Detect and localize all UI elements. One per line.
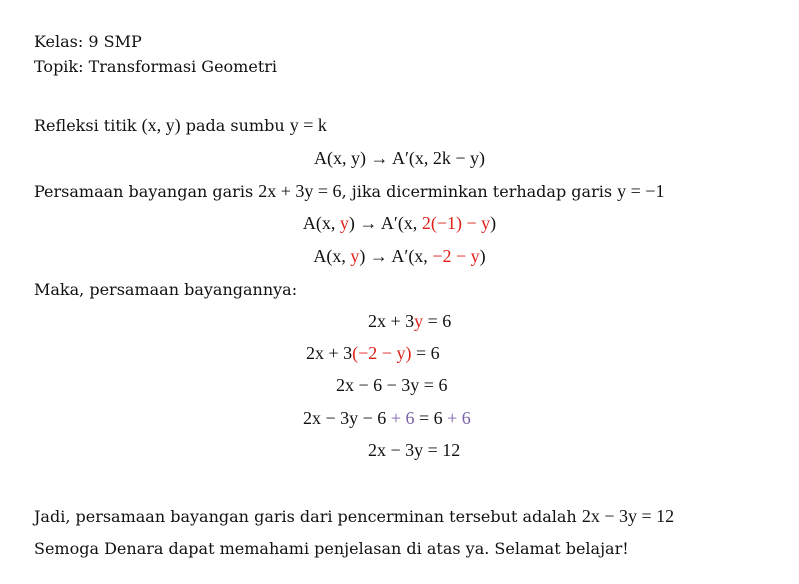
eq2-red: (−2 − y) [352,343,412,363]
eq1-right: = 6 [423,311,452,331]
reflection-formula [0,147,799,170]
eq1-left: 2x + 3 [368,311,415,331]
rule-intro-mid: pada sumbu [185,116,285,135]
eq4-mid: = 6 [414,408,443,428]
problem-text-mid: , jika dicerminkan terhadap garis [341,182,613,201]
rule-intro-text: Refleksi titik [34,116,137,135]
equation-3 [336,374,447,397]
rule-intro-axis: y = k [289,115,327,135]
eq4-purple-1: + 6 [386,408,415,428]
step2-end: ) [479,246,486,266]
reflection-rule-intro [34,114,327,137]
eq1-red: y [414,311,424,331]
closing-message: Semoga Denara dapat memahami penjelasan di atas ya. Selamat belajar! [34,539,629,558]
step1-red-expr: 2(−1) − y [421,213,491,233]
kelas-label: Kelas: 9 SMP [34,32,142,51]
formula-text: A(x, y) → A′(x, 2k − y) [313,148,486,168]
eq5-text: 2x − 3y = 12 [368,440,461,460]
equation-5 [368,439,460,462]
step1-left: A(x, [302,213,340,233]
substitution-step-1 [0,212,799,235]
conclusion-text: Jadi, persamaan bayangan garis dari pencerminan tersebut adalah [34,507,577,526]
rule-intro-point: (x, y) [141,115,181,135]
problem-line-eq: 2x + 3y = 6 [258,181,342,201]
eq4-left: 2x − 3y − 6 [303,408,387,428]
eq2-right: = 6 [411,343,440,363]
conclusion-answer: 2x − 3y = 12 [581,506,675,526]
step1-mid: ) → A′(x, [348,213,422,233]
eq3-text: 2x − 6 − 3y = 6 [336,375,448,395]
problem-mirror-eq: y = −1 [617,181,665,201]
step1-y: y [339,213,349,233]
eq2-left: 2x + 3 [306,343,353,363]
equation-1 [368,310,451,333]
eq4-purple-2: + 6 [442,408,471,428]
substitution-step-2 [0,245,799,268]
topik-label: Topik: Transformasi Geometri [34,57,278,76]
problem-text-start: Persamaan bayangan garis [34,182,254,201]
step2-red-expr: −2 − y [432,246,480,266]
step2-y: y [350,246,360,266]
step2-left: A(x, [313,246,351,266]
step1-end: ) [490,213,497,233]
equation-2 [306,342,440,365]
equation-4 [303,407,471,430]
conclusion-line [34,505,674,528]
solution-intro: Maka, persamaan bayangannya: [34,280,298,299]
step2-mid: ) → A′(x, [359,246,433,266]
problem-statement [34,180,664,203]
